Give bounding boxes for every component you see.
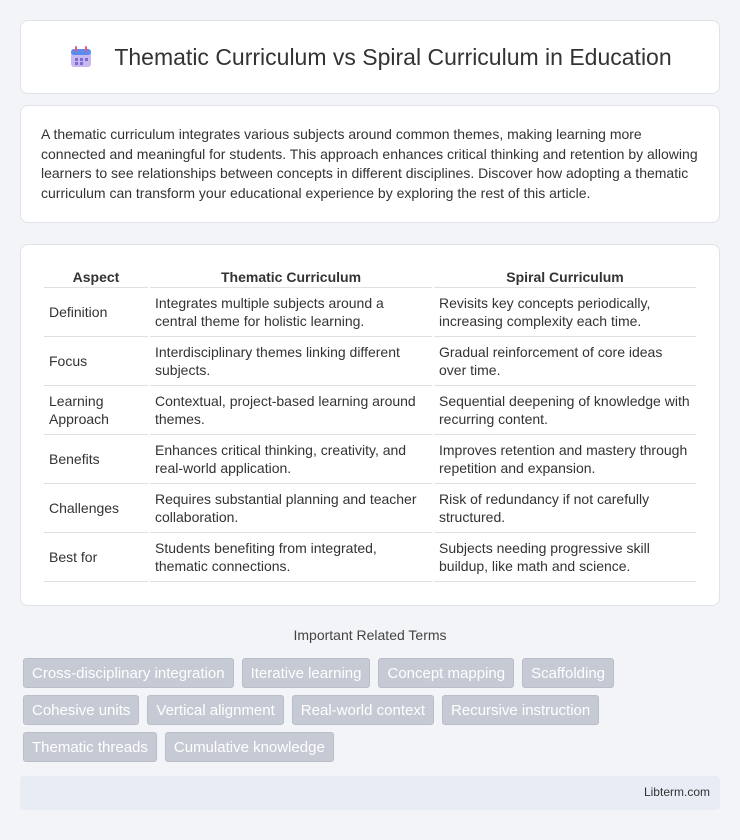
- table-row: [44, 435, 696, 484]
- row-spiral: Improves retention and mastery through repetition and expansion.: [434, 435, 696, 484]
- footer: [20, 776, 720, 810]
- intro-card: [20, 105, 720, 223]
- row-aspect: Learning Approach: [44, 386, 148, 435]
- row-spiral: Revisits key concepts periodically, increasing complexity each time.: [434, 288, 696, 337]
- header-aspect: Aspect: [44, 265, 148, 288]
- row-aspect: Focus: [44, 337, 148, 386]
- intro-text: A thematic curriculum integrates various subjects around common themes, making learning more connected and meaningful for students. This approach enhances critical thinking and retention by allowing learners to see relationships between concepts in different disciplines. Discover how adopting a thematic curriculum can transform your educational experience by exploring the rest of this article.: [41, 126, 698, 201]
- related-term-tag[interactable]: Scaffolding: [522, 658, 614, 688]
- related-terms-list: [23, 658, 723, 762]
- related-term-tag[interactable]: Vertical alignment: [147, 695, 283, 725]
- comparison-table: [42, 265, 698, 582]
- related-term-tag[interactable]: Iterative learning: [242, 658, 371, 688]
- page-title: Thematic Curriculum vs Spiral Curriculum in Education: [114, 43, 672, 70]
- row-thematic: Enhances critical thinking, creativity, and real-world application.: [150, 435, 432, 484]
- header-card: [20, 20, 720, 94]
- row-aspect: Best for: [44, 533, 148, 582]
- comparison-table-card: [20, 244, 720, 606]
- row-spiral: Subjects needing progressive skill buildup, like math and science.: [434, 533, 696, 582]
- row-aspect: Benefits: [44, 435, 148, 484]
- row-thematic: Requires substantial planning and teacher collaboration.: [150, 484, 432, 533]
- row-spiral: Sequential deepening of knowledge with recurring content.: [434, 386, 696, 435]
- table-row: [44, 533, 696, 582]
- row-thematic: Contextual, project-based learning around themes.: [150, 386, 432, 435]
- table-header-row: [44, 265, 696, 288]
- table-row: [44, 337, 696, 386]
- calendar-icon: [68, 44, 94, 70]
- row-thematic: Integrates multiple subjects around a central theme for holistic learning.: [150, 288, 432, 337]
- related-terms-title: Important Related Terms: [293, 627, 447, 643]
- related-term-tag[interactable]: Cumulative knowledge: [165, 732, 334, 762]
- table-row: [44, 484, 696, 533]
- table-row: [44, 288, 696, 337]
- row-aspect: Definition: [44, 288, 148, 337]
- header-spiral: Spiral Curriculum: [434, 265, 696, 288]
- related-term-tag[interactable]: Thematic threads: [23, 732, 157, 762]
- related-term-tag[interactable]: Real-world context: [292, 695, 434, 725]
- row-spiral: Gradual reinforcement of core ideas over time.: [434, 337, 696, 386]
- table-row: [44, 386, 696, 435]
- related-term-tag[interactable]: Cross-disciplinary integration: [23, 658, 234, 688]
- row-aspect: Challenges: [44, 484, 148, 533]
- related-term-tag[interactable]: Concept mapping: [378, 658, 514, 688]
- header-thematic: Thematic Curriculum: [150, 265, 432, 288]
- row-thematic: Students benefiting from integrated, thematic connections.: [150, 533, 432, 582]
- related-term-tag[interactable]: Recursive instruction: [442, 695, 599, 725]
- related-term-tag[interactable]: Cohesive units: [23, 695, 139, 725]
- row-thematic: Interdisciplinary themes linking different subjects.: [150, 337, 432, 386]
- footer-site-link[interactable]: Libterm.com: [643, 785, 710, 799]
- row-spiral: Risk of redundancy if not carefully structured.: [434, 484, 696, 533]
